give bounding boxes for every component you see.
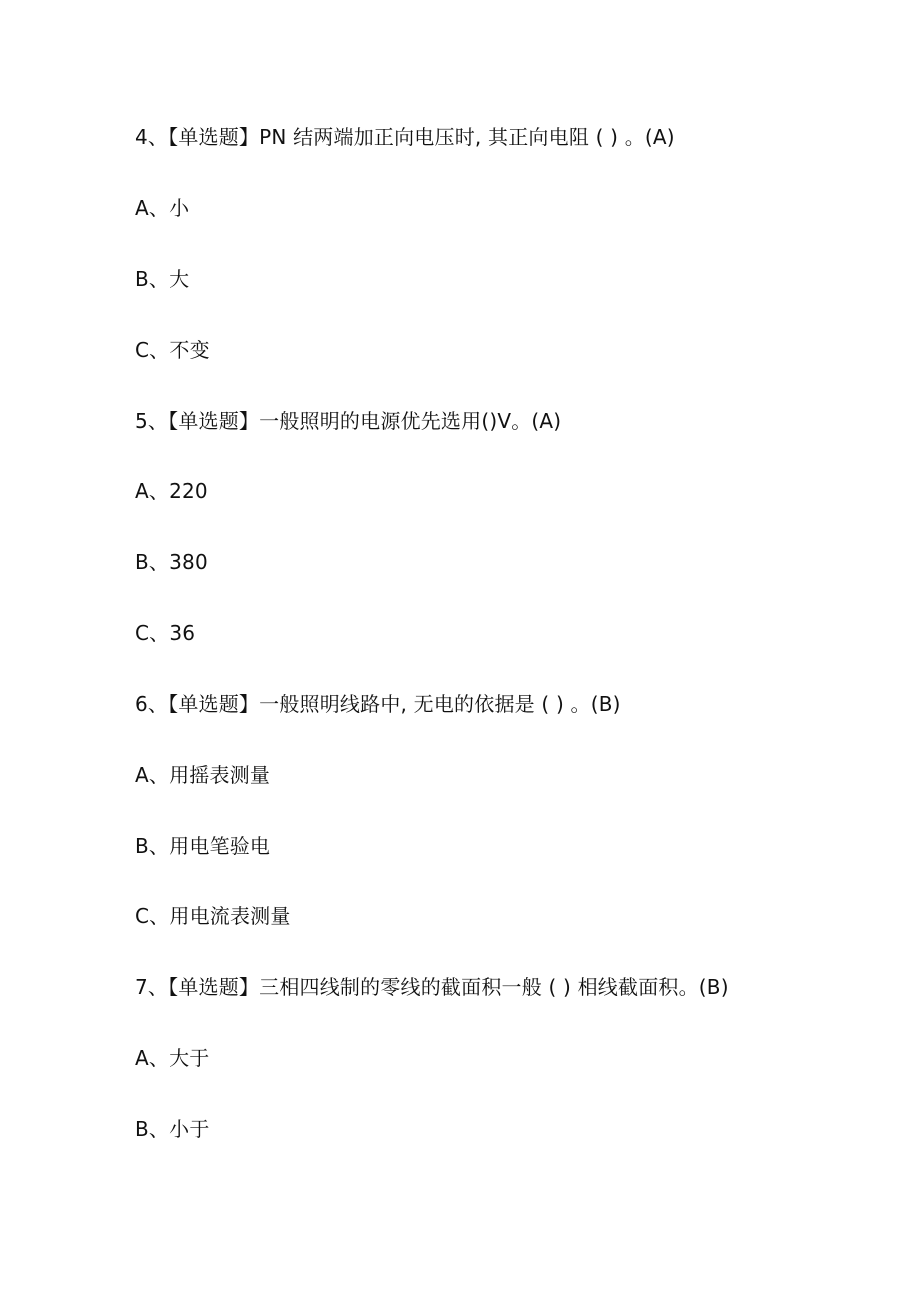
question-7-stem: 7、【单选题】三相四线制的零线的截面积一般 ( ) 相线截面积。(B)	[135, 975, 729, 999]
question-5-option-a: A、220	[135, 479, 208, 503]
question-6-option-a: A、用摇表测量	[135, 763, 271, 787]
question-4-option-a: A、小	[135, 196, 190, 220]
question-5-option-c: C、36	[135, 621, 196, 645]
question-6-option-b: B、用电笔验电	[135, 834, 271, 858]
question-4-option-c: C、不变	[135, 338, 210, 362]
question-7-option-b: B、小于	[135, 1117, 210, 1141]
question-5-stem: 5、【单选题】一般照明的电源优先选用()V。(A)	[135, 409, 562, 433]
question-6-stem: 6、【单选题】一般照明线路中, 无电的依据是 ( ) 。(B)	[135, 692, 621, 716]
question-7-option-a: A、大于	[135, 1046, 210, 1070]
question-6-option-c: C、用电流表测量	[135, 904, 291, 928]
question-4-option-b: B、大	[135, 267, 190, 291]
question-5-option-b: B、380	[135, 550, 208, 574]
question-4-stem: 4、【单选题】PN 结两端加正向电压时, 其正向电阻 ( ) 。(A)	[135, 125, 675, 149]
